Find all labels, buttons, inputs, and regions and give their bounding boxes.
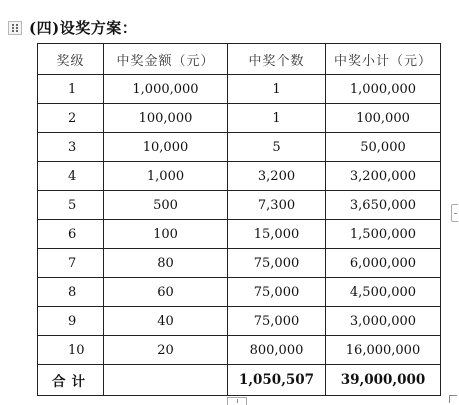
section-heading: (四)设奖方案： (29, 19, 138, 37)
total-count: 1,050,507 (228, 365, 326, 396)
table-row (38, 162, 441, 191)
table-header-row (38, 44, 441, 75)
count-cell: 75,000 (228, 278, 326, 307)
amount-cell: 20 (104, 336, 228, 365)
level-cell: 5 (38, 191, 104, 220)
level-cell: 2 (38, 104, 104, 133)
total-row (38, 365, 441, 396)
table-row (38, 220, 441, 249)
table-row (38, 75, 441, 104)
table-resize-icon[interactable] (227, 397, 247, 405)
header-subtotal: 中奖小计（元） (326, 44, 441, 75)
count-cell: 800,000 (228, 336, 326, 365)
table-move-handle-icon[interactable] (8, 21, 22, 35)
move-handle-icon (11, 24, 19, 32)
amount-cell: 60 (104, 278, 228, 307)
subtotal-cell: 50,000 (326, 133, 441, 162)
level-cell: 6 (38, 220, 104, 249)
subtotal-cell: 1,000,000 (326, 75, 441, 104)
level-cell: 10 (38, 336, 104, 365)
count-cell: 1 (228, 104, 326, 133)
header-amount: 中奖金额（元） (104, 44, 228, 75)
table-row (38, 133, 441, 162)
count-cell: 7,300 (228, 191, 326, 220)
subtotal-cell: 16,000,000 (326, 336, 441, 365)
total-subtotal: 39,000,000 (326, 365, 441, 396)
level-cell: 4 (38, 162, 104, 191)
amount-cell: 1,000 (104, 162, 228, 191)
level-cell: 8 (38, 278, 104, 307)
amount-cell: 10,000 (104, 133, 228, 162)
header-level: 奖级 (38, 44, 104, 75)
total-amount (104, 365, 228, 396)
amount-cell: 80 (104, 249, 228, 278)
table-row (38, 191, 441, 220)
level-cell: 9 (38, 307, 104, 336)
table-row (38, 307, 441, 336)
subtotal-cell: 3,200,000 (326, 162, 441, 191)
amount-cell: 100,000 (104, 104, 228, 133)
subtotal-cell: 3,650,000 (326, 191, 441, 220)
prize-table (37, 43, 441, 396)
total-label: 合计 (38, 365, 104, 396)
amount-cell: 40 (104, 307, 228, 336)
count-cell: 3,200 (228, 162, 326, 191)
page-corner-icon (449, 395, 457, 403)
count-cell: 75,000 (228, 307, 326, 336)
count-cell: 1 (228, 75, 326, 104)
table-row (38, 249, 441, 278)
subtotal-cell: 100,000 (326, 104, 441, 133)
subtotal-cell: 6,000,000 (326, 249, 441, 278)
subtotal-cell: 4,500,000 (326, 278, 441, 307)
subtotal-cell: 1,500,000 (326, 220, 441, 249)
level-cell: 7 (38, 249, 104, 278)
amount-cell: 100 (104, 220, 228, 249)
count-cell: 5 (228, 133, 326, 162)
header-count: 中奖个数 (228, 44, 326, 75)
level-cell: 3 (38, 133, 104, 162)
amount-cell: 1,000,000 (104, 75, 228, 104)
count-cell: 15,000 (228, 220, 326, 249)
subtotal-cell: 3,000,000 (326, 307, 441, 336)
level-cell: 1 (38, 75, 104, 104)
side-marker-icon[interactable] (451, 204, 458, 222)
count-cell: 75,000 (228, 249, 326, 278)
table-row (38, 336, 441, 365)
table-row (38, 278, 441, 307)
table-row (38, 104, 441, 133)
amount-cell: 500 (104, 191, 228, 220)
